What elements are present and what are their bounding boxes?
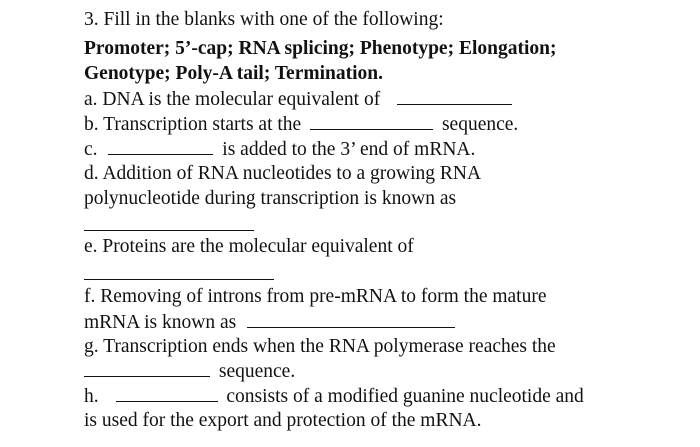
item-h — [84, 384, 584, 409]
item-d — [84, 162, 481, 186]
answer-blank-c[interactable] — [108, 137, 213, 155]
item-b-text-after: sequence. — [441, 114, 519, 135]
item-d-text-line1: Addition of RNA nucleotides to a growing RNA — [102, 163, 482, 184]
question-instruction: Fill in the blanks with one of the following: — [103, 9, 444, 30]
item-h-text-after: consists of a modified guanine nucleotide and — [226, 386, 584, 407]
item-g-label: g. — [84, 336, 99, 357]
item-b-text-before: Transcription starts at the — [103, 114, 302, 135]
item-g-text-line1: Transcription ends when the RNA polymerase reaches the — [103, 336, 556, 357]
item-a — [84, 87, 512, 112]
item-a-text: DNA is the molecular equivalent of — [102, 89, 381, 110]
answer-blank-b[interactable] — [310, 112, 433, 130]
item-f-text-line2: mRNA is known as — [84, 312, 237, 333]
item-b-label: b. — [84, 114, 99, 135]
item-c — [84, 137, 475, 162]
answer-blank-h[interactable] — [116, 384, 218, 402]
item-f-label: f. — [84, 286, 96, 307]
item-f-text-line1: Removing of introns from pre-mRNA to form the mature — [100, 286, 547, 307]
item-e-label: e. — [84, 236, 98, 257]
item-g-text-after: sequence. — [218, 361, 296, 382]
answer-blank-g[interactable] — [84, 359, 210, 377]
item-g — [84, 335, 556, 359]
options-line-2: Genotype; Poly-A tail; Termination. — [84, 63, 383, 84]
item-d-label: d. — [84, 163, 99, 184]
item-f-line2 — [84, 310, 455, 335]
item-e-blank-line — [84, 262, 274, 287]
item-g-line2 — [84, 359, 295, 384]
item-c-text-after: is added to the 3’ end of mRNA. — [222, 139, 476, 160]
options-line-1: Promoter; 5’-cap; RNA splicing; Phenotype; Elongation; — [84, 38, 557, 59]
item-e — [84, 235, 414, 259]
answer-blank-d[interactable] — [84, 213, 254, 231]
item-d-text-line2: polynucleotide during transcription is known as — [84, 188, 457, 209]
item-e-text: Proteins are the molecular equivalent of — [102, 236, 414, 257]
question-header — [84, 8, 444, 32]
answer-blank-e[interactable] — [84, 262, 274, 280]
item-f — [84, 285, 547, 309]
item-c-label: c. — [84, 139, 98, 160]
item-b — [84, 112, 518, 137]
answer-blank-a[interactable] — [397, 87, 512, 105]
answer-blank-f[interactable] — [247, 310, 455, 328]
item-h-text-line2: is used for the export and protection of the mRNA. — [84, 410, 482, 431]
item-a-label: a. — [84, 89, 98, 110]
item-h-label: h. — [84, 386, 99, 407]
question-number: 3. — [84, 9, 99, 30]
